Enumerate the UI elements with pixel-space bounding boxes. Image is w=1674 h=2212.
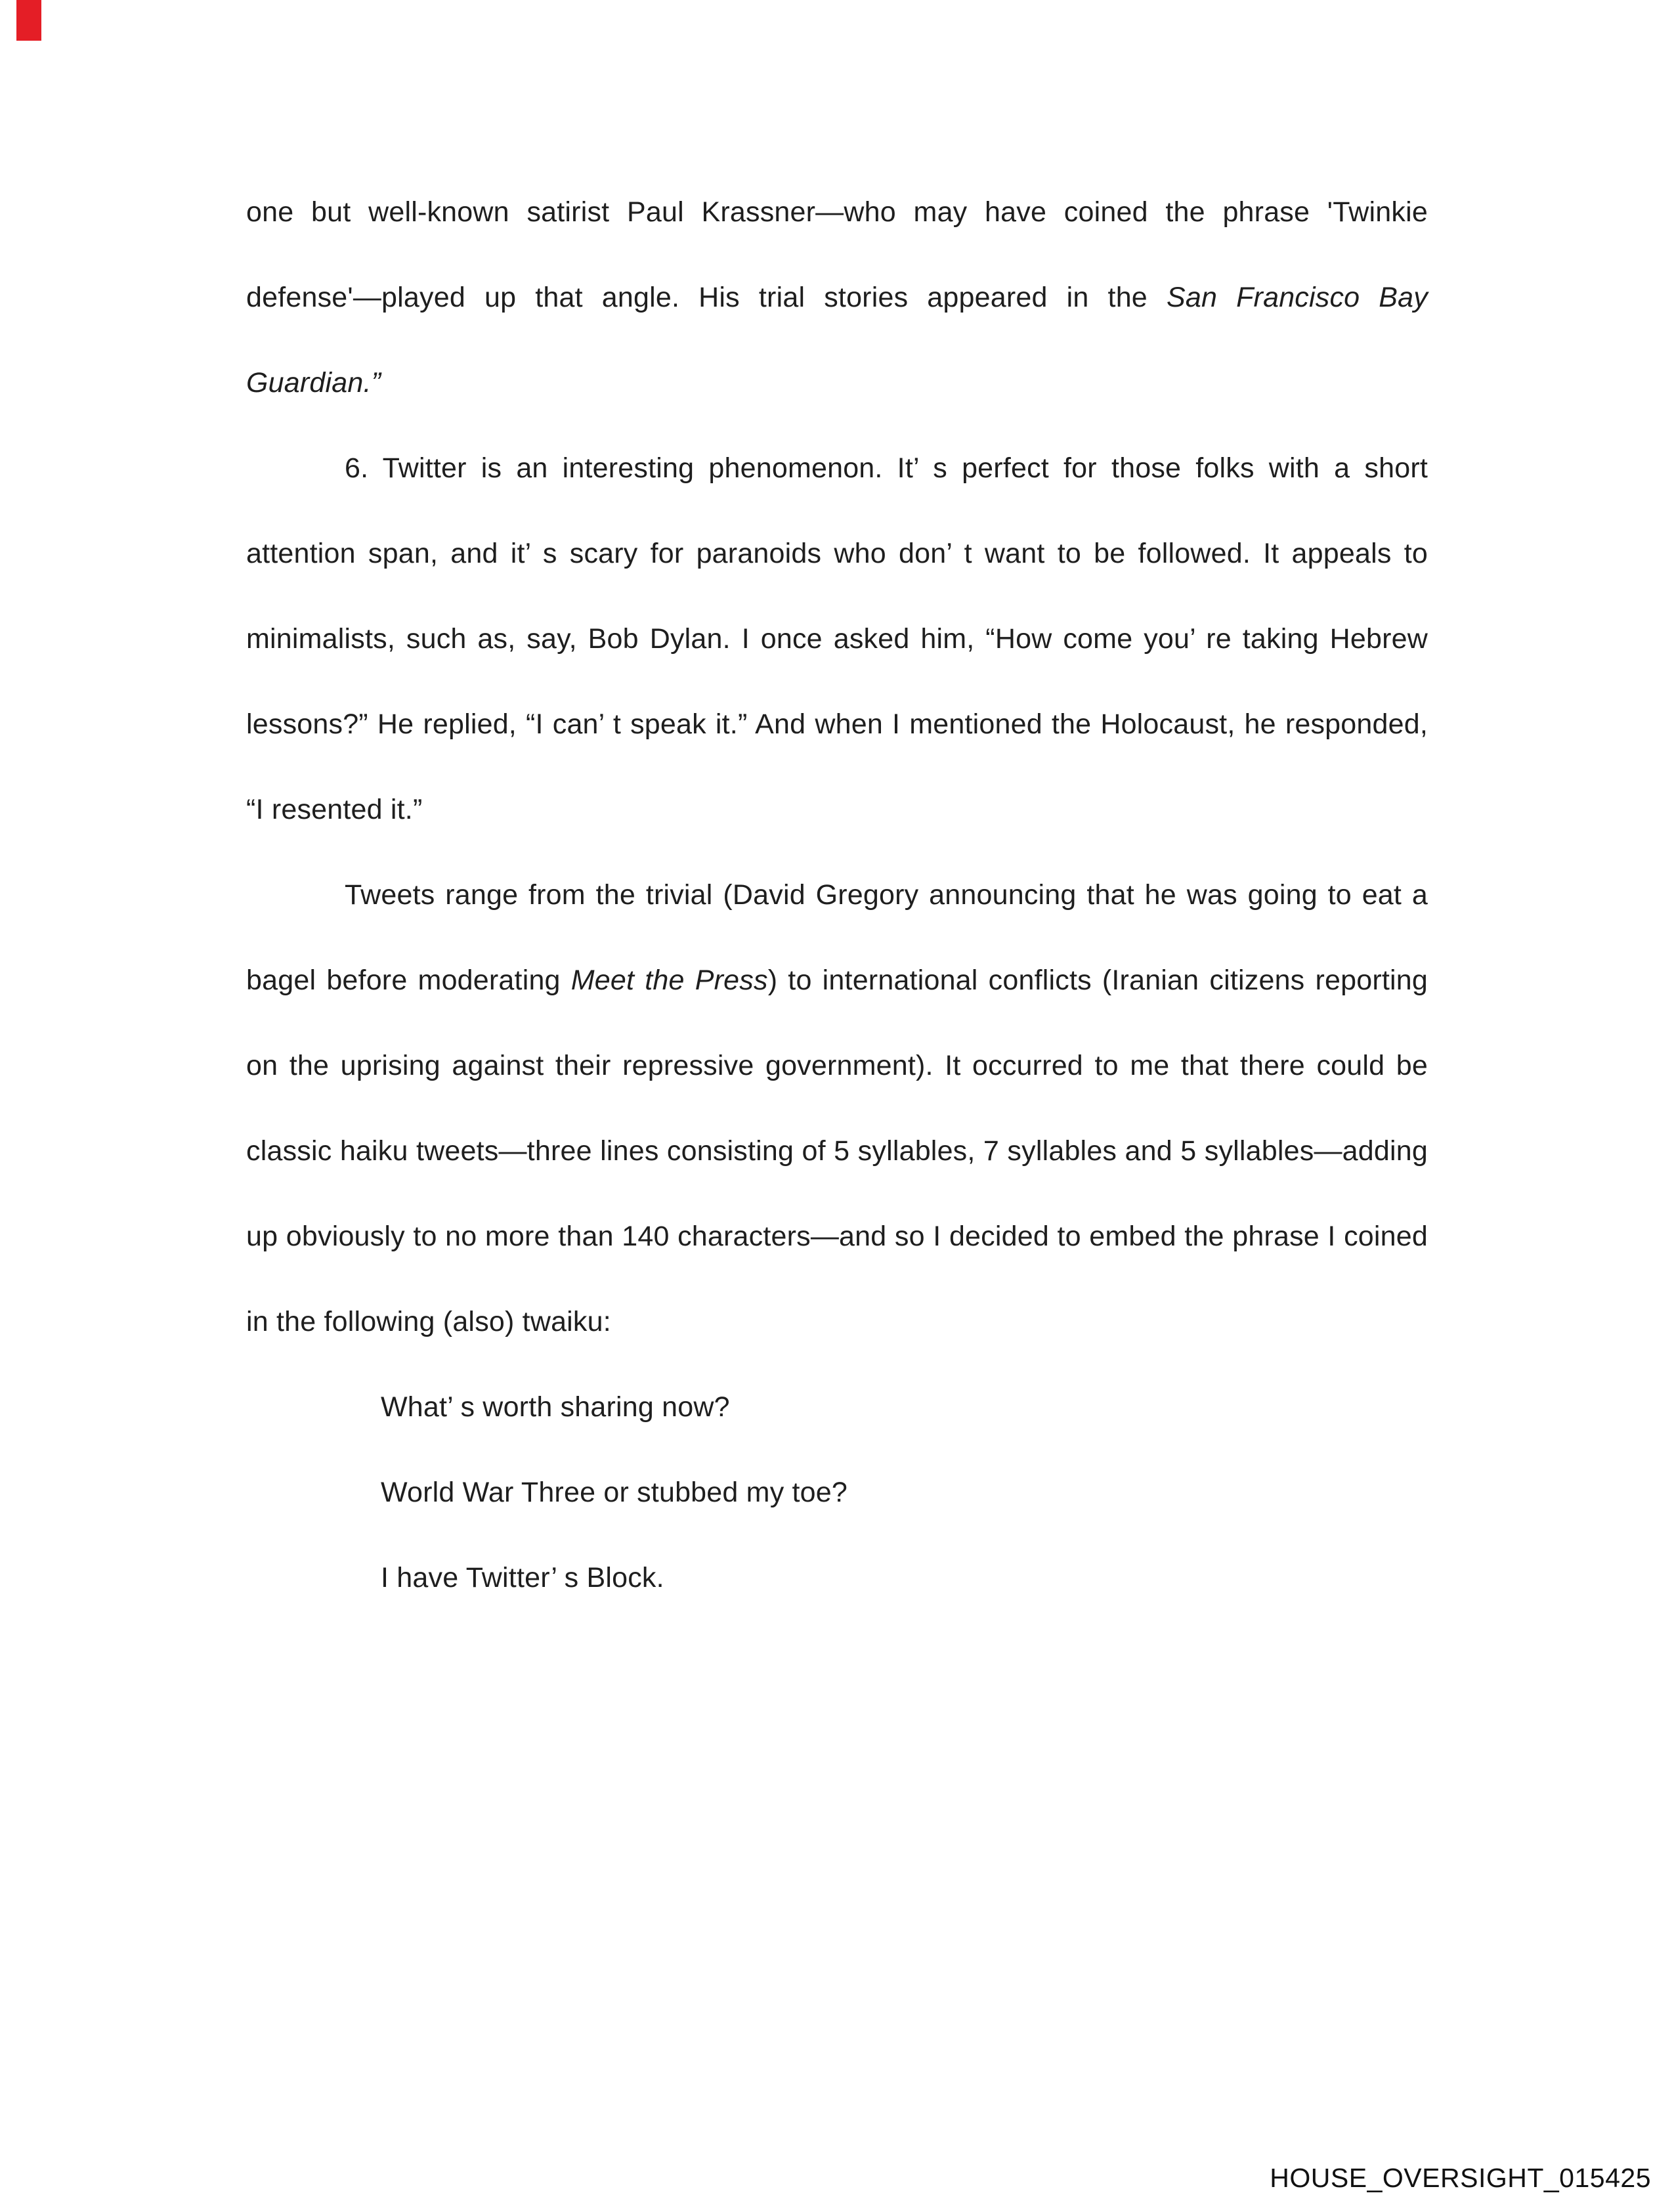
paragraph-krassner bbox=[246, 169, 1428, 425]
scan-artifact-red-mark bbox=[16, 0, 41, 41]
paragraph-text: 6. Twitter is an interesting phenomenon. It’ s perfect for those folks with a short attention span, and it’ s scary for paranoids who don’ t want to be followed. It appeals to minimalists, such as, say, Bob Dylan. I once asked him, “How come you’ re taking Hebrew lessons?” He replied, “I can’ t speak it.” And when I mentioned the Holocaust, he responded, “I resented it.” bbox=[246, 452, 1428, 825]
paragraph-text: ) to international conflicts (Iranian citizens reporting on the uprising against their repressive government). It occurred to me that there could be classic haiku tweets—three lines consisting of 5 syllables, 7 syllables and 5 syllables—adding up obviously to no more than 140 characters—and so I decided to embed the phrase I coined in the following (also) twaiku: bbox=[246, 965, 1428, 1337]
document-body bbox=[246, 169, 1428, 1620]
haiku-line-3: I have Twitter’ s Block. bbox=[381, 1562, 664, 1594]
paragraph-twitter bbox=[246, 425, 1428, 852]
bates-number: HOUSE_OVERSIGHT_015425 bbox=[1270, 2163, 1651, 2193]
italic-publication-title: San Francisco Bay Guardian.” bbox=[246, 282, 1428, 399]
paragraph-text: one but well-known satirist Paul Krassner—who may have coined the phrase 'Twinkie defense'—played up that angle. His trial stories appeared in the bbox=[246, 196, 1428, 313]
haiku-line-1: What’ s worth sharing now? bbox=[381, 1391, 730, 1423]
paragraph-text: Tweets range from the trivial (David Gregory announcing that he was going to eat a bagel before moderating bbox=[246, 879, 1428, 996]
haiku-line-2: World War Three or stubbed my toe? bbox=[381, 1477, 848, 1508]
italic-show-title: Meet the Press bbox=[570, 965, 768, 996]
paragraph-tweets bbox=[246, 852, 1428, 1364]
